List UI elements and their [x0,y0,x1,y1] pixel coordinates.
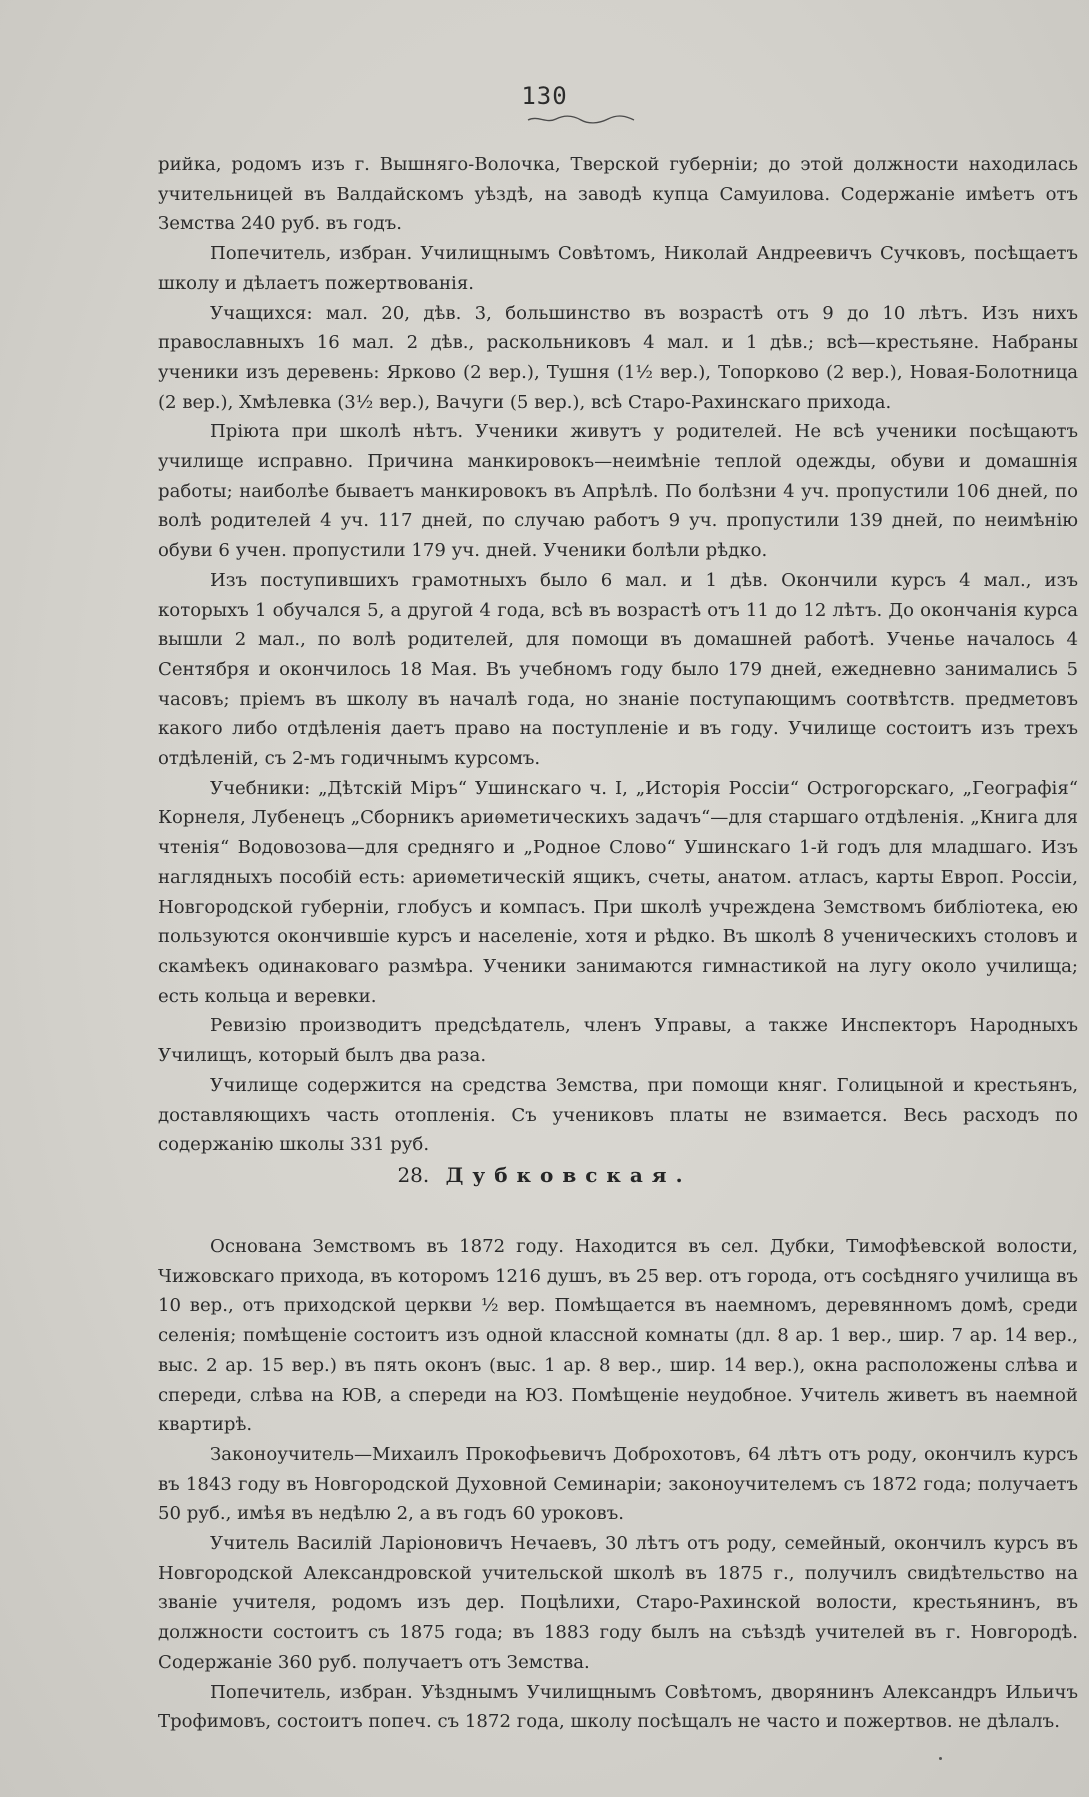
section-article [158,1232,1078,1737]
top-article [158,150,1078,1160]
paragraph: Изъ поступившихъ грамотныхъ было 6 мал. и 1 дѣв. Окончили курсъ 4 мал., изъ которыхъ 1 обучался 5, а другой 4 года, всѣ въ возрастѣ отъ 11 до 12 лѣтъ. До окончанія курса вышли 2 мал., по волѣ родителей, для помощи въ домашней работѣ. Ученье началось 4 Сентября и окончилось 18 Мая. Въ учебномъ году было 179 дней, ежедневно занимались 5 часовъ; пріемъ въ школу въ началѣ года, но знаніе поступающимъ соотвѣтств. предметовъ какого либо отдѣленія даетъ право на поступленіе и въ году. Училище состоитъ изъ трехъ отдѣленій, съ 2-мъ годичнымъ курсомъ. [158,569,1078,770]
paper-speck [939,1757,942,1760]
paragraph: Учебники: „Дѣтскій Міръ“ Ушинскаго ч. I, „Исторія Россіи“ Острогорскаго, „Географія“ Корнеля, Лубенецъ „Сборникъ ариѳметическихъ задачъ“—для старшаго отдѣленія. „Книга для чтенія“ Водовозова—для средняго и „Родное Слово“ Ушинскаго 1-й годъ для младшаго. Изъ наглядныхъ пособій есть: ариѳметическій ящикъ, счеты, анатом. атласъ, карты Европ. Россіи, Новгородской губерніи, глобусъ и компасъ. При школѣ учреждена Земствомъ библіотека, ею пользуются окончившіе курсъ и населеніе, хотя и рѣдко. Въ школѣ 8 ученическихъ столовъ и скамѣекъ одинаковаго размѣра. Ученики занимаются гимнастикой на лугу около училища; есть кольца и веревки. [158,777,1078,1007]
paragraph: Законоучитель—Михаилъ Прокофьевичъ Доброхотовъ, 64 лѣтъ отъ роду, окончилъ курсъ въ 1843 году въ Новгородской Духовной Семинаріи; законоучителемъ съ 1872 года; получаетъ 50 руб., имѣя въ недѣлю 2, а въ годъ 60 уроковъ. [158,1443,1078,1525]
paragraph: Попечитель, избран. Уѣзднымъ Училищнымъ Совѣтомъ, дворянинъ Александръ Ильичъ Трофимовъ, состоитъ попеч. съ 1872 года, школу посѣщалъ не часто и пожертвов. не дѣлалъ. [158,1681,1078,1733]
section-number: 28. [397,1163,430,1187]
paragraph: рийка, родомъ изъ г. Вышняго-Волочка, Тверской губерніи; до этой должности находилась учительницей въ Валдайскомъ уѣздѣ, на заводѣ купца Самуилова. Содержаніе имѣетъ отъ Земства 240 руб. въ годъ. [158,154,1078,235]
paragraph: Ревизію производитъ предсѣдатель, членъ Управы, а также Инспекторъ Народныхъ Училищъ, который былъ два раза. [158,1015,1078,1067]
ornament-divider [526,113,636,125]
page-number: 130 [521,82,568,110]
paragraph: Попечитель, избран. Училищнымъ Совѣтомъ, Николай Андреевичъ Сучковъ, посѣщаетъ школу и дѣлаетъ пожертвованія. [158,243,1078,294]
section-name: Дубковская. [445,1163,692,1187]
section-heading [0,1163,1089,1187]
paragraph: Пріюта при школѣ нѣтъ. Ученики живутъ у родителей. Не всѣ ученики посѣщаютъ училище исправно. Причина манкировокъ—неимѣніе теплой одежды, обуви и домашнія работы; наиболѣе бываетъ манкировокъ въ Апрѣлѣ. По болѣзни 4 уч. пропустили 106 дней, по волѣ родителей 4 уч. 117 дней, по случаю работъ 9 уч. пропустили 139 дней, по неимѣнію обуви 6 учен. пропустили 179 уч. дней. Ученики болѣли рѣдко. [158,421,1078,562]
paragraph: Основана Земствомъ въ 1872 году. Находится въ сел. Дубки, Тимофѣевской волости, Чижовскаго прихода, въ которомъ 1216 душъ, въ 25 вер. отъ города, отъ сосѣдняго училища въ 10 вер., отъ приходской церкви ½ вер. Помѣщается въ наемномъ, деревянномъ домѣ, среди селенія; помѣщеніе состоитъ изъ одной классной комнаты (дл. 8 ар. 1 вер., шир. 7 ар. 14 вер., выс. 2 ар. 15 вер.) въ пять оконъ (выс. 1 ар. 8 вер., шир. 14 вер.), окна расположены слѣва и спереди, слѣва на ЮВ, а спереди на ЮЗ. Помѣщеніе неудобное. Учитель живетъ въ наемной квартирѣ. [158,1236,1078,1436]
paragraph: Учащихся: мал. 20, дѣв. 3, большинство въ возрастѣ отъ 9 до 10 лѣтъ. Изъ нихъ православныхъ 16 мал. 2 дѣв., раскольниковъ 4 мал. и 1 дѣв.; всѣ—крестьяне. Набраны ученики изъ деревень: Ярково (2 вер.), Тушня (1½ вер.), Топорково (2 вер.), Новая-Болотница (2 вер.), Хмѣлевка (3½ вер.), Вачуги (5 вер.), всѣ Старо-Рахинскаго прихода. [158,302,1078,413]
paragraph: Учитель Василій Ларіоновичъ Нечаевъ, 30 лѣтъ отъ роду, семейный, окончилъ курсъ въ Новгородской Александровской учительской школѣ въ 1875 г., получилъ свидѣтельство на званіе учителя, родомъ изъ дер. Поцѣлихи, Старо-Рахинской волости, крестьянинъ, въ должности состоитъ съ 1875 года; въ 1883 году былъ на съѣздѣ учителей въ г. Новгородѣ. Содержаніе 360 руб. получаетъ отъ Земства. [158,1533,1078,1673]
paragraph: Училище содержится на средства Земства, при помощи княг. Голицыной и крестьянъ, доставляющихъ часть отопленія. Съ учениковъ платы не взимается. Весь расходъ по содержанію школы 331 руб. [158,1074,1078,1156]
